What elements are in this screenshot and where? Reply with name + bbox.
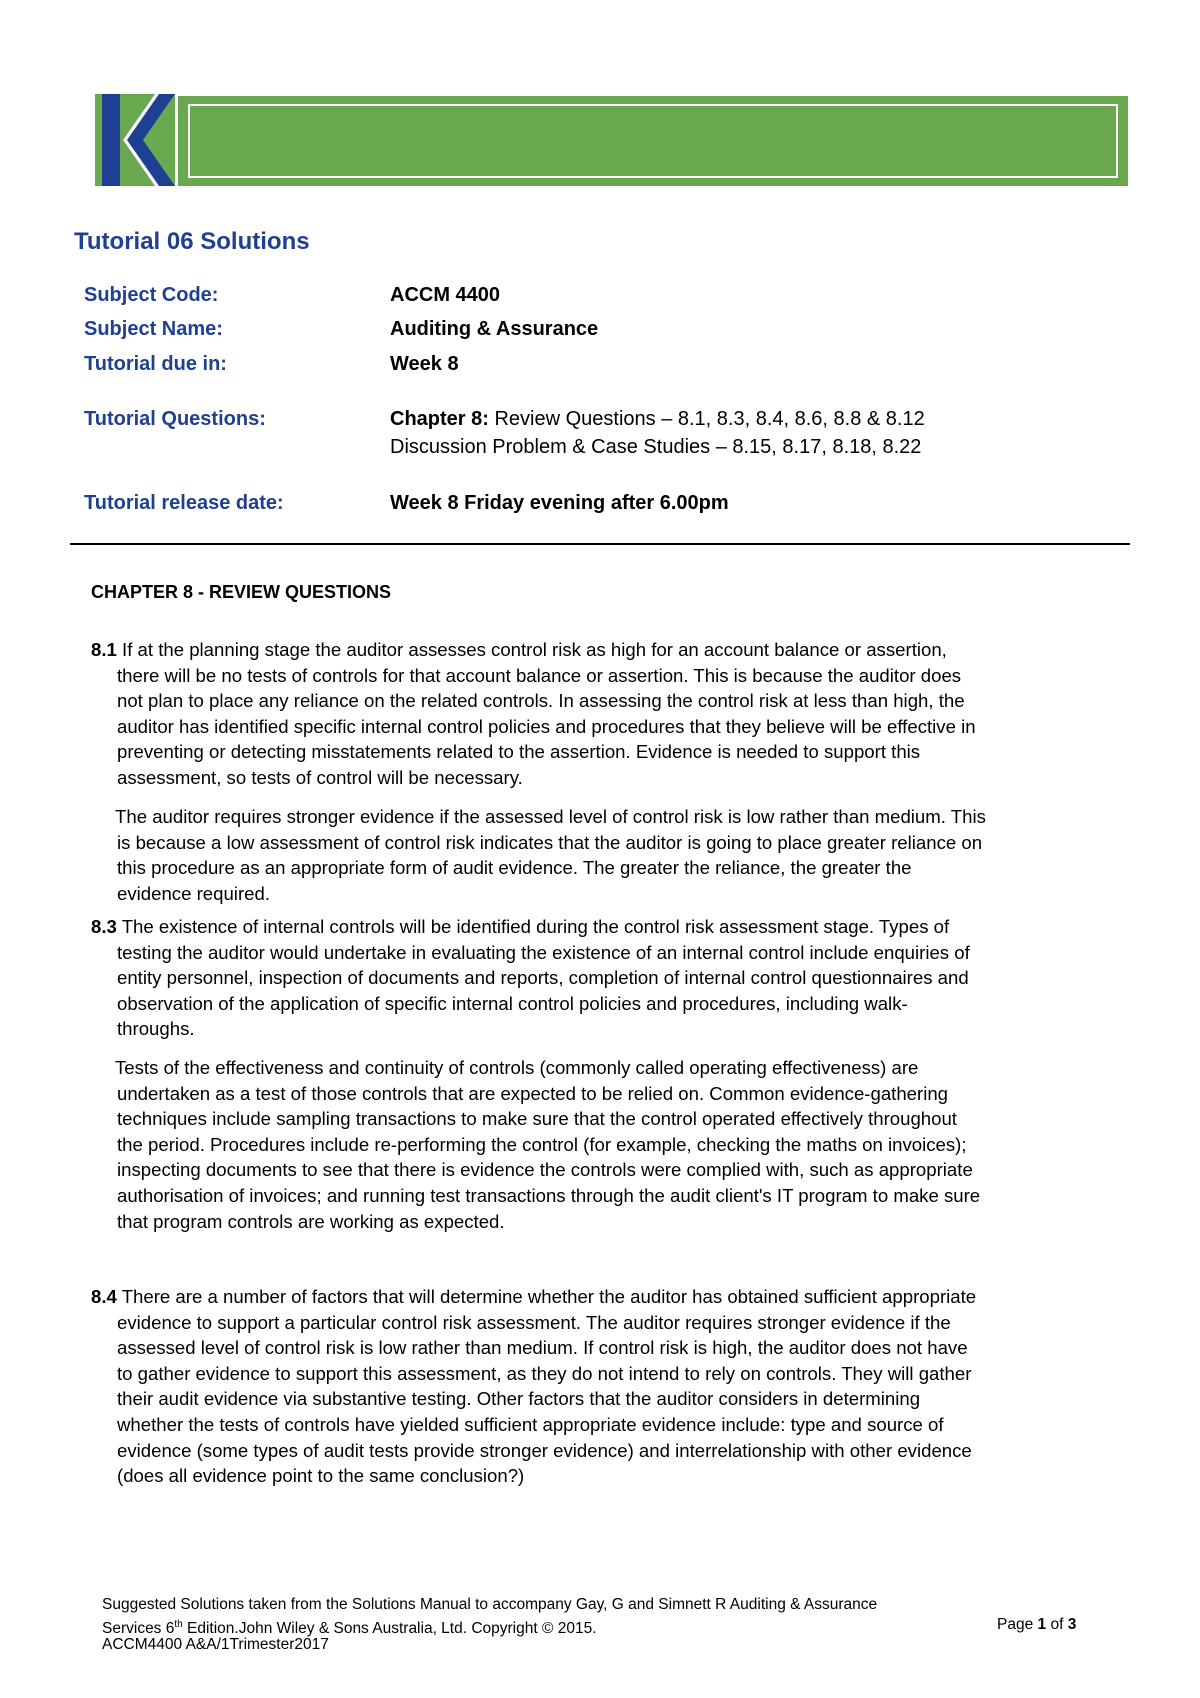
- answer-line: the period. Procedures include re-performing the control (for example, checking the maths on invoices);: [117, 1133, 967, 1155]
- subject-name-label: Subject Name:: [84, 318, 223, 340]
- subject-code-value: ACCM 4400: [390, 284, 501, 306]
- questions-chapter: Chapter 8:: [390, 408, 489, 430]
- answer-line: 8.4 There are a number of factors that will determine whether the auditor has obtained sufficient appropriate: [91, 1286, 977, 1307]
- answer-8-3-paragraph-2: [115, 1055, 980, 1234]
- page-title: Tutorial 06 Solutions: [74, 228, 310, 255]
- answer-line: to gather evidence to support this assessment, as they do not intend to rely on controls. They will gather: [117, 1362, 972, 1384]
- section-heading: CHAPTER 8 - REVIEW QUESTIONS: [91, 582, 392, 602]
- release-label: Tutorial release date:: [84, 492, 284, 514]
- subject-code-label: Subject Code:: [84, 284, 219, 306]
- answer-line: (does all evidence point to the same conclusion?): [117, 1465, 525, 1487]
- release-value: Week 8 Friday evening after 6.00pm: [390, 492, 729, 514]
- answer-line: techniques include sampling transactions to make sure that the control operated effectively throughout: [117, 1108, 957, 1130]
- answer-line: inspecting documents to see that there is evidence the controls were complied with, such as appropriate: [117, 1159, 973, 1181]
- page-number: Page 1 of 3: [997, 1616, 1077, 1633]
- answer-line: that program controls are working as expected.: [117, 1210, 505, 1232]
- divider-line: [70, 543, 1130, 545]
- answer-line: throughs.: [117, 1018, 195, 1040]
- answer-line: their audit evidence via substantive testing. Other factors that the auditor considers in determining: [117, 1388, 921, 1410]
- answer-8-3: [91, 914, 970, 1042]
- answer-8-1-paragraph-2: [115, 804, 986, 906]
- answer-8-4: [91, 1284, 976, 1489]
- answer-line: undertaken as a test of those controls that are expected to be relied on. Common evidence-gathering: [117, 1082, 949, 1104]
- questions-list: Review Questions – 8.1, 8.3, 8.4, 8.6, 8.8 & 8.12: [488, 408, 925, 430]
- footer-line-3: ACCM4400 A&A/1Trimester2017: [102, 1636, 329, 1653]
- subject-name-value: Auditing & Assurance: [390, 318, 599, 340]
- due-label: Tutorial due in:: [84, 353, 227, 375]
- answer-line: entity personnel, inspection of documents and reports, completion of internal control questionnaires and: [117, 967, 969, 989]
- answer-line: there will be no tests of controls for that account balance or assertion. This is because the auditor does: [117, 664, 962, 686]
- header-banner: [178, 96, 1128, 186]
- answer-8-1: [91, 637, 976, 791]
- footer: [102, 1595, 1132, 1655]
- footer-line-2: [102, 1615, 1132, 1638]
- answer-line: evidence required.: [117, 882, 270, 904]
- footer-line-1: Suggested Solutions taken from the Solutions Manual to accompany Gay, G and Simnett R Auditing & Assurance: [102, 1596, 878, 1613]
- answer-number: 8.3: [91, 916, 117, 937]
- answer-line: evidence to support a particular control risk assessment. The auditor requires stronger evidence if the: [117, 1311, 951, 1333]
- questions-label: Tutorial Questions:: [84, 408, 266, 430]
- answer-line: whether the tests of controls have yielded sufficient appropriate evidence include: type and source of: [117, 1413, 944, 1435]
- answer-line: assessed level of control risk is low rather than medium. If control risk is high, the auditor does not have: [117, 1337, 968, 1359]
- answer-number: 8.4: [91, 1286, 117, 1307]
- banner-border: [188, 104, 1118, 178]
- answer-line: evidence (some types of audit tests provide stronger evidence) and interrelationship with other evidence: [117, 1439, 972, 1461]
- footer-citation-a: Services 6: [102, 1620, 175, 1638]
- k-logo-icon: [95, 94, 175, 186]
- answer-line: auditor has identified specific internal control policies and procedures that they believe will be effective in: [117, 715, 976, 737]
- answer-line: not plan to place any reliance on the related controls. In assessing the control risk at less than high, the: [117, 690, 965, 712]
- due-value: Week 8: [390, 353, 459, 375]
- answer-line: 8.3 The existence of internal controls will be identified during the control risk assessment stage. Types of: [91, 916, 950, 937]
- answer-line: The auditor requires stronger evidence if the assessed level of control risk is low rather than medium. This: [115, 806, 986, 827]
- questions-line-2: Discussion Problem & Case Studies – 8.15, 8.17, 8.18, 8.22: [390, 436, 922, 458]
- answer-line: testing the auditor would undertake in evaluating the existence of an internal control include enquiries of: [117, 941, 970, 963]
- footer-citation-b: Edition.John Wiley & Sons Australia, Ltd. Copyright © 2015.: [182, 1620, 597, 1638]
- answer-line: observation of the application of specific internal control policies and procedures, including walk-: [117, 992, 908, 1014]
- questions-line-1: [390, 408, 925, 431]
- footer-citation-sup: th: [174, 1619, 183, 1630]
- answer-line: assessment, so tests of control will be necessary.: [117, 766, 523, 788]
- answer-number: 8.1: [91, 639, 117, 660]
- answer-line: authorisation of invoices; and running test transactions through the audit client's IT program to make sure: [117, 1184, 981, 1206]
- answer-line: 8.1 If at the planning stage the auditor assesses control risk as high for an account balance or assertion,: [91, 639, 947, 660]
- answer-line: preventing or detecting misstatements related to the assertion. Evidence is needed to support this: [117, 741, 921, 763]
- answer-line: is because a low assessment of control risk indicates that the auditor is going to place greater reliance on: [117, 831, 983, 853]
- answer-line: this procedure as an appropriate form of audit evidence. The greater the reliance, the greater the: [117, 857, 912, 879]
- answer-line: Tests of the effectiveness and continuity of controls (commonly called operating effectiveness) are: [115, 1057, 919, 1078]
